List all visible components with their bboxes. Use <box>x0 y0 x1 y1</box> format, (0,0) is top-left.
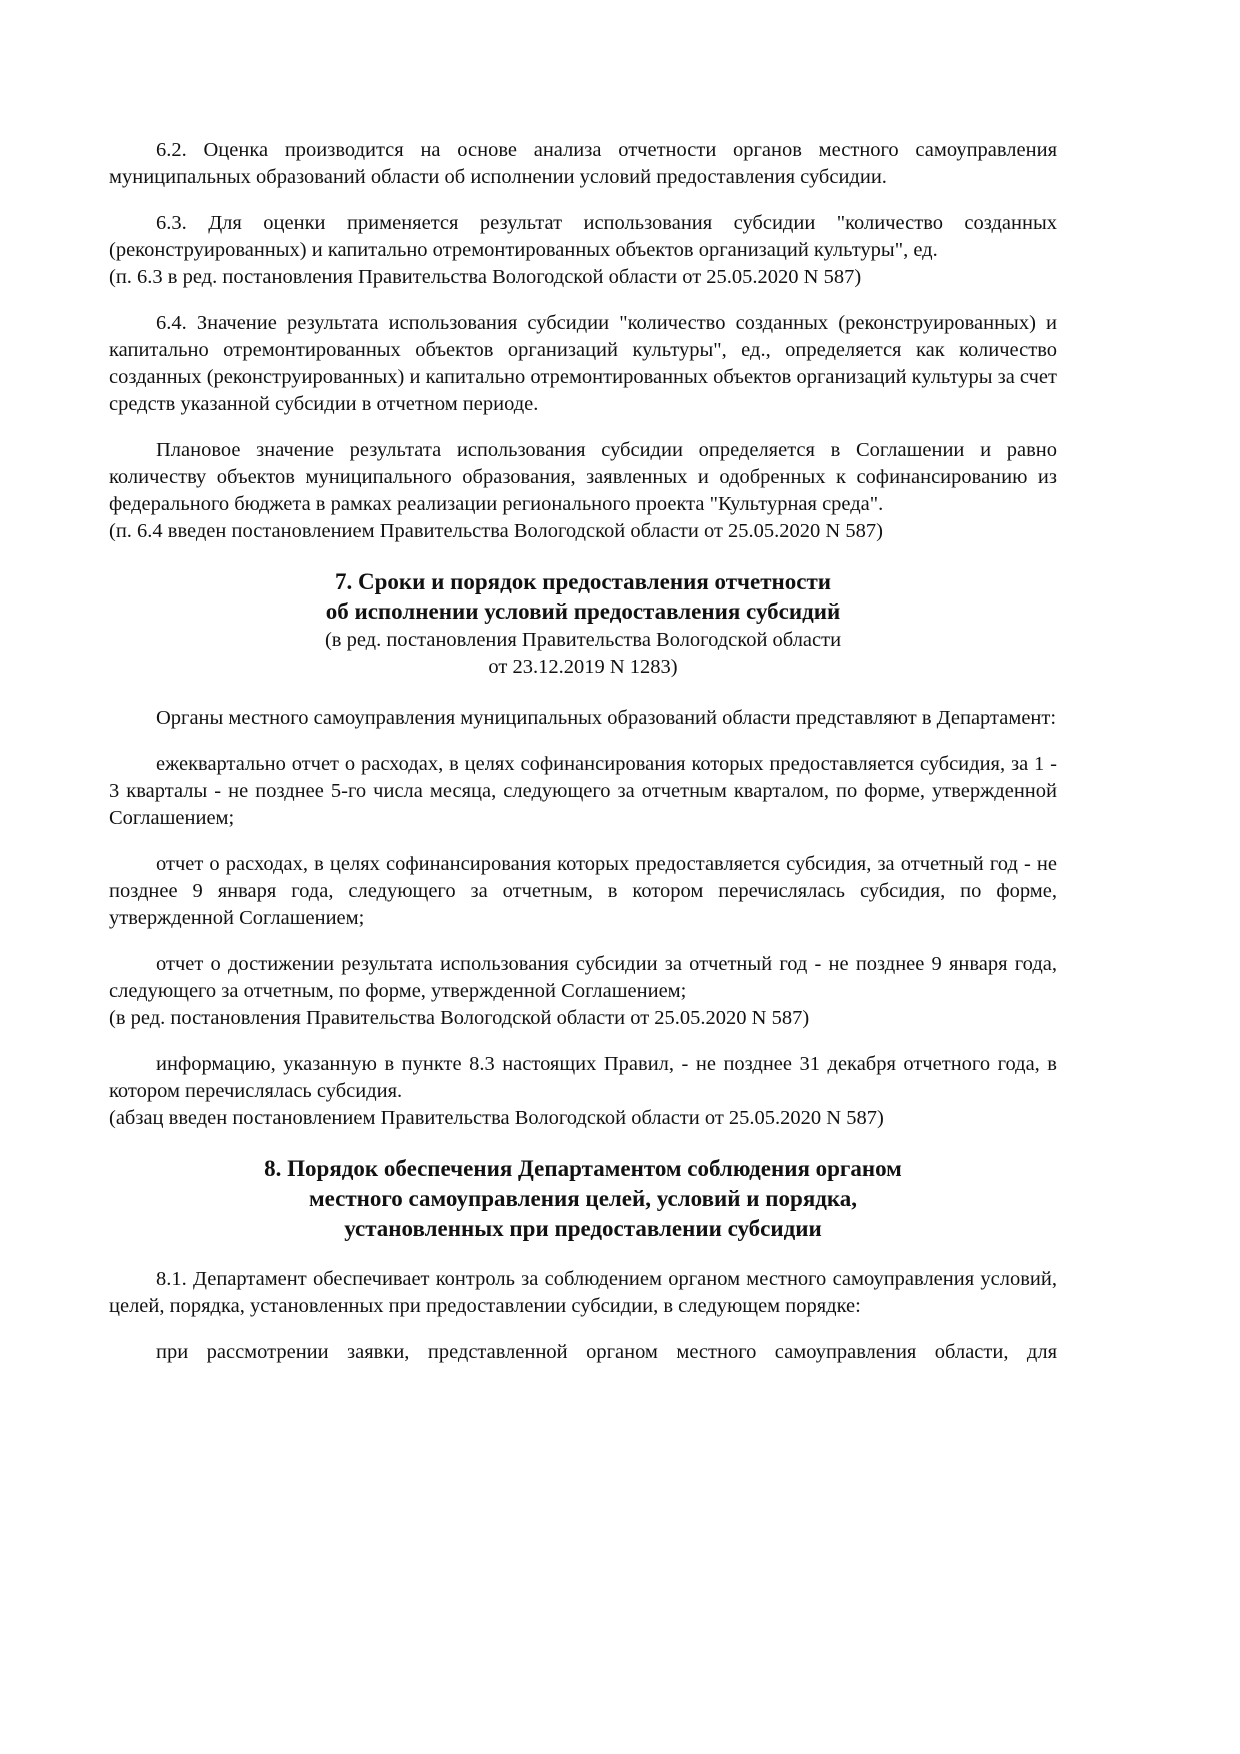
paragraph-6-2: 6.2. Оценка производится на основе анализа отчетности органов местного самоуправления муниципальных образований области об исполнении условий предоставления субсидии. <box>109 139 1057 188</box>
section-7-paragraph-intro: Органы местного самоуправления муниципальных образований области представляют в Департамент: <box>156 707 1057 729</box>
section-8-title-line3: установленных при предоставлении субсидии <box>344 1216 822 1241</box>
section-7-subtitle-line2: от 23.12.2019 N 1283) <box>488 656 678 678</box>
section-8-heading <box>109 1154 1057 1244</box>
section-7-title-line1: 7. Сроки и порядок предоставления отчетности <box>334 569 832 594</box>
section-7-paragraph-info: информацию, указанную в пункте 8.3 настоящих Правил, - не позднее 31 декабря отчетного года, в котором перечислялась субсидия. <box>109 1053 1057 1102</box>
paragraph-6-3: 6.3. Для оценки применяется результат использования субсидии "количество созданных (реконструированных) и капитально отремонтированных объектов организаций культуры", ед. <box>109 212 1057 261</box>
paragraph-6-4-plan: Плановое значение результата использования субсидии определяется в Соглашении и равно количеству объектов муниципального образования, заявленных и одобренных к софинансированию из федерального бюджета в рамках реализации регионального проекта "Культурная среда". <box>109 439 1057 515</box>
section-7-paragraph-annual: отчет о расходах, в целях софинансирования которых предоставляется субсидия, за отчетный год - не позднее 9 января года, следующего за отчетным, в котором перечислялась субсидия, по форме, утвержденной Соглашением; <box>109 853 1057 929</box>
paragraph-8-1-application: при рассмотрении заявки, представленной органом местного самоуправления области, для <box>156 1341 1057 1363</box>
section-7-subtitle-line1: (в ред. постановления Правительства Вологодской области <box>324 629 842 651</box>
section-7-title-line2: об исполнении условий предоставления субсидий <box>325 599 841 624</box>
section-7-paragraph-quarterly: ежеквартально отчет о расходах, в целях софинансирования которых предоставляется субсидия, за 1 - 3 кварталы - не позднее 5-го числа месяца, следующего за отчетным кварталом, по форме, утвержденной Соглашением; <box>109 753 1057 829</box>
paragraph-6-4: 6.4. Значение результата использования субсидии "количество созданных (реконструированных) и капитально отремонтированных объектов организаций культуры", ед., определяется как количество созданных (реконструированных) и капитально отремонтированных объектов организаций культуры за счет средств указанной субсидии в отчетном периоде. <box>109 312 1057 415</box>
section-8-title-line2: местного самоуправления целей, условий и порядка, <box>308 1186 858 1211</box>
amendment-note-6-3: (п. 6.3 в ред. постановления Правительства Вологодской области от 25.05.2020 N 587) <box>109 266 862 288</box>
section-7-heading <box>109 567 1057 681</box>
section-8-title-line1: 8. Порядок обеспечения Департаментом соблюдения органом <box>264 1156 902 1181</box>
document-page <box>109 137 1057 1366</box>
amendment-note-6-4: (п. 6.4 введен постановлением Правительства Вологодской области от 25.05.2020 N 587) <box>109 520 883 542</box>
section-7-paragraph-result: отчет о достижении результата использования субсидии за отчетный год - не позднее 9 января года, следующего за отчетным, по форме, утвержденной Соглашением; <box>109 953 1057 1002</box>
section-7-amendment-note-result: (в ред. постановления Правительства Вологодской области от 25.05.2020 N 587) <box>109 1007 810 1029</box>
section-7-amendment-note-info: (абзац введен постановлением Правительства Вологодской области от 25.05.2020 N 587) <box>109 1107 884 1129</box>
paragraph-8-1: 8.1. Департамент обеспечивает контроль за соблюдением органом местного самоуправления условий, целей, порядка, установленных при предоставлении субсидии, в следующем порядке: <box>109 1268 1057 1317</box>
